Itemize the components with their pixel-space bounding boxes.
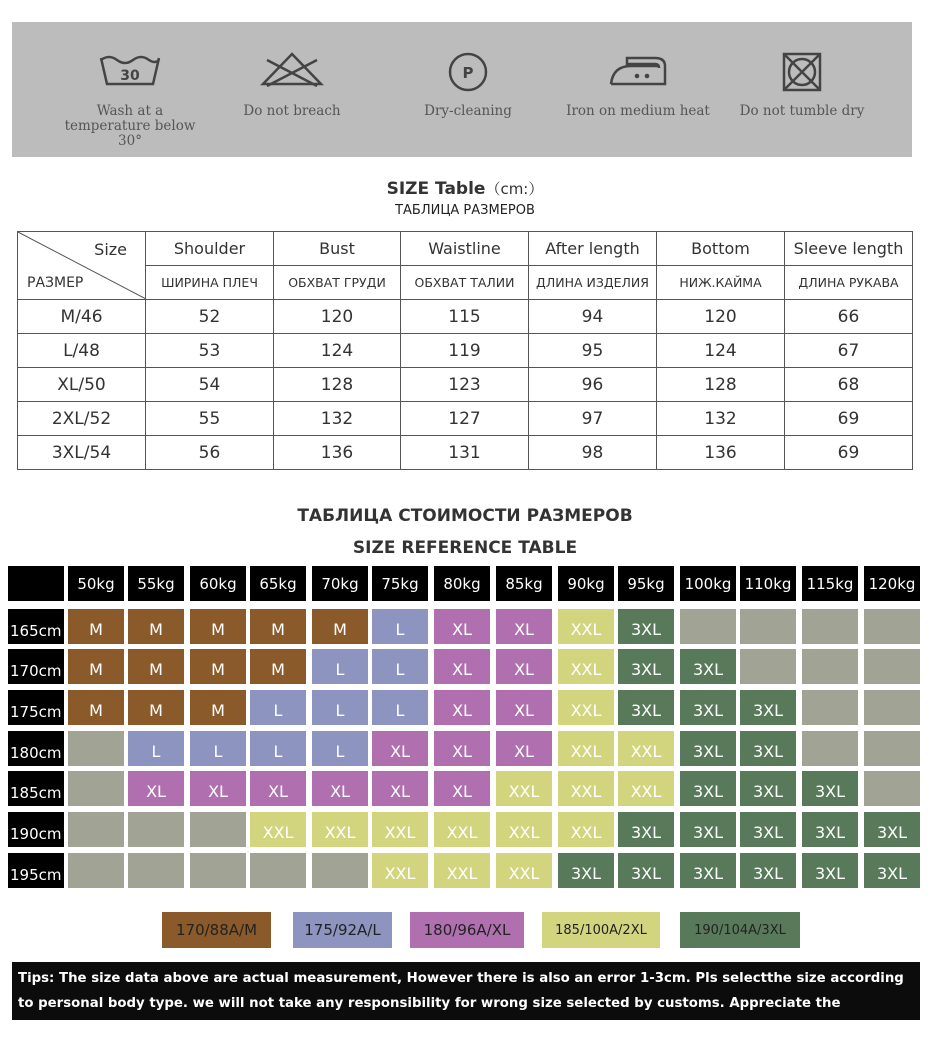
size-cell: L bbox=[312, 649, 368, 684]
table-row bbox=[18, 300, 913, 334]
care-item-iron bbox=[548, 22, 728, 157]
cell: 54 bbox=[146, 368, 274, 402]
empty-cell bbox=[740, 649, 796, 684]
size-cell: M bbox=[68, 649, 124, 684]
size-cell: XXL bbox=[558, 649, 614, 684]
size-cell: XL bbox=[190, 771, 246, 806]
size-cell: L bbox=[312, 731, 368, 766]
size-cell: XXL bbox=[618, 731, 674, 766]
cell: 55 bbox=[146, 402, 274, 436]
size-cell: XL bbox=[434, 690, 490, 725]
cell: 68 bbox=[785, 368, 913, 402]
height-header: 185cm bbox=[8, 771, 64, 806]
weight-header: 75kg bbox=[372, 566, 428, 601]
size-cell: XL bbox=[434, 731, 490, 766]
empty-cell bbox=[864, 609, 920, 644]
cell: 128 bbox=[274, 368, 401, 402]
size-cell: XL bbox=[496, 731, 552, 766]
size-cell: 3XL bbox=[558, 853, 614, 888]
size-cell: 3XL bbox=[680, 771, 736, 806]
size-cell: M bbox=[190, 609, 246, 644]
height-header: 190cm bbox=[8, 812, 64, 847]
size-cell: XXL bbox=[372, 812, 428, 847]
cell: 136 bbox=[274, 436, 401, 470]
row-size: M/46 bbox=[18, 300, 146, 334]
cell: 127 bbox=[401, 402, 529, 436]
cell: 131 bbox=[401, 436, 529, 470]
legend-item bbox=[410, 912, 524, 948]
size-cell: M bbox=[190, 649, 246, 684]
empty-cell bbox=[864, 731, 920, 766]
care-item-dryclean bbox=[378, 22, 558, 157]
size-cell: M bbox=[312, 609, 368, 644]
cell: 97 bbox=[529, 402, 657, 436]
row-size: 3XL/54 bbox=[18, 436, 146, 470]
column-header-ru: НИЖ.КАЙМА bbox=[657, 266, 785, 300]
weight-header: 110kg bbox=[740, 566, 796, 601]
size-cell: 3XL bbox=[864, 853, 920, 888]
size-cell: XL bbox=[434, 649, 490, 684]
size-cell: L bbox=[190, 731, 246, 766]
size-cell: L bbox=[128, 731, 184, 766]
size-cell: L bbox=[372, 649, 428, 684]
size-cell: 3XL bbox=[618, 609, 674, 644]
size-cell: 3XL bbox=[802, 812, 858, 847]
size-cell: M bbox=[128, 690, 184, 725]
weight-header: 90kg bbox=[558, 566, 614, 601]
weight-header: 115kg bbox=[802, 566, 858, 601]
size-table-corner bbox=[18, 232, 146, 300]
size-cell: M bbox=[250, 609, 306, 644]
size-cell: XXL bbox=[558, 812, 614, 847]
size-cell: L bbox=[250, 690, 306, 725]
column-header-ru: ДЛИНА РУКАВА bbox=[785, 266, 913, 300]
column-header-ru: ОБХВАТ ТАЛИИ bbox=[401, 266, 529, 300]
size-cell: M bbox=[190, 690, 246, 725]
row-size: XL/50 bbox=[18, 368, 146, 402]
size-cell: XXL bbox=[250, 812, 306, 847]
cell: 120 bbox=[274, 300, 401, 334]
size-cell: XL bbox=[250, 771, 306, 806]
cell: 52 bbox=[146, 300, 274, 334]
weight-header: 60kg bbox=[190, 566, 246, 601]
size-cell: XL bbox=[496, 649, 552, 684]
row-size: 2XL/52 bbox=[18, 402, 146, 436]
height-header: 180cm bbox=[8, 731, 64, 766]
size-cell: 3XL bbox=[864, 812, 920, 847]
cell: 67 bbox=[785, 334, 913, 368]
size-cell: 3XL bbox=[740, 731, 796, 766]
empty-cell bbox=[680, 609, 736, 644]
size-table-header-row bbox=[18, 232, 913, 266]
size-cell: 3XL bbox=[618, 690, 674, 725]
legend-item bbox=[680, 912, 800, 948]
size-cell: XXL bbox=[496, 812, 552, 847]
care-item-wash bbox=[40, 22, 220, 157]
empty-cell bbox=[68, 731, 124, 766]
legend-label: 170/88A/M bbox=[175, 921, 258, 939]
care-label-iron: Iron on medium heat bbox=[566, 103, 710, 119]
size-cell: M bbox=[128, 609, 184, 644]
size-cell: XXL bbox=[434, 812, 490, 847]
size-cell: 3XL bbox=[740, 690, 796, 725]
size-table-header-ru-row bbox=[18, 266, 913, 300]
ref-table-title-en: SIZE REFERENCE TABLE bbox=[352, 538, 578, 558]
cell: 69 bbox=[785, 402, 913, 436]
iron-medium-icon bbox=[603, 50, 673, 94]
size-cell: M bbox=[250, 649, 306, 684]
empty-cell bbox=[68, 853, 124, 888]
weight-header: 95kg bbox=[618, 566, 674, 601]
size-cell: L bbox=[372, 609, 428, 644]
size-cell: 3XL bbox=[618, 812, 674, 847]
ref-table-title-ru: ТАБЛИЦА СТОИМОСТИ РАЗМЕРОВ bbox=[297, 506, 633, 526]
cell: 120 bbox=[657, 300, 785, 334]
corner-size-label: Size bbox=[94, 240, 127, 259]
care-label-tumble: Do not tumble dry bbox=[739, 103, 865, 119]
size-table bbox=[17, 231, 913, 470]
weight-header: 65kg bbox=[250, 566, 306, 601]
cell: 115 bbox=[401, 300, 529, 334]
empty-cell bbox=[864, 771, 920, 806]
table-row bbox=[18, 436, 913, 470]
size-cell: XXL bbox=[618, 771, 674, 806]
size-cell: 3XL bbox=[680, 812, 736, 847]
cell: 123 bbox=[401, 368, 529, 402]
cell: 119 bbox=[401, 334, 529, 368]
size-cell: XL bbox=[434, 771, 490, 806]
size-cell: XL bbox=[434, 609, 490, 644]
grid-corner-cell bbox=[8, 566, 64, 601]
empty-cell bbox=[128, 812, 184, 847]
care-item-bleach bbox=[202, 22, 382, 157]
wash-30-icon bbox=[95, 50, 165, 94]
cell: 124 bbox=[274, 334, 401, 368]
weight-header: 50kg bbox=[68, 566, 124, 601]
no-tumble-dry-icon bbox=[778, 50, 826, 98]
table-row bbox=[18, 368, 913, 402]
size-cell: 3XL bbox=[740, 853, 796, 888]
size-cell: XXL bbox=[558, 690, 614, 725]
weight-header: 70kg bbox=[312, 566, 368, 601]
weight-header: 55kg bbox=[128, 566, 184, 601]
column-header: Bottom bbox=[657, 232, 785, 266]
empty-cell bbox=[68, 771, 124, 806]
cell: 128 bbox=[657, 368, 785, 402]
size-cell: 3XL bbox=[740, 812, 796, 847]
empty-cell bbox=[802, 690, 858, 725]
size-cell: XXL bbox=[312, 812, 368, 847]
size-cell: XL bbox=[372, 731, 428, 766]
care-instructions-band bbox=[12, 22, 912, 157]
size-cell: XXL bbox=[496, 853, 552, 888]
cell: 136 bbox=[657, 436, 785, 470]
size-cell: XL bbox=[312, 771, 368, 806]
weight-header: 80kg bbox=[434, 566, 490, 601]
size-cell: XL bbox=[128, 771, 184, 806]
column-header: Bust bbox=[274, 232, 401, 266]
empty-cell bbox=[312, 853, 368, 888]
dry-clean-p-icon bbox=[446, 50, 490, 98]
empty-cell bbox=[740, 609, 796, 644]
empty-cell bbox=[190, 853, 246, 888]
cell: 56 bbox=[146, 436, 274, 470]
size-cell: XXL bbox=[558, 771, 614, 806]
cell: 132 bbox=[274, 402, 401, 436]
size-cell: M bbox=[68, 690, 124, 725]
size-cell: 3XL bbox=[618, 649, 674, 684]
legend-label: 190/104A/3XL bbox=[694, 922, 786, 938]
size-cell: XL bbox=[496, 609, 552, 644]
empty-cell bbox=[68, 812, 124, 847]
empty-cell bbox=[802, 609, 858, 644]
tips-box: Tips: The size data above are actual measurement, However there is also an error 1-3cm. Pls selectthe size according to personal body type. we will not take any responsibility for wrong size selected by customs. Appreciate the understanding bbox=[12, 962, 920, 1020]
empty-cell bbox=[802, 649, 858, 684]
cell: 98 bbox=[529, 436, 657, 470]
legend-item bbox=[293, 912, 392, 948]
size-cell: XXL bbox=[372, 853, 428, 888]
size-cell: 3XL bbox=[680, 853, 736, 888]
cell: 66 bbox=[785, 300, 913, 334]
size-cell: XXL bbox=[434, 853, 490, 888]
cell: 124 bbox=[657, 334, 785, 368]
care-label-wash: Wash at a temperature below 30° bbox=[64, 103, 196, 149]
size-cell: M bbox=[68, 609, 124, 644]
cell: 69 bbox=[785, 436, 913, 470]
svg-text:P: P bbox=[462, 64, 474, 82]
size-cell: 3XL bbox=[802, 853, 858, 888]
size-table-title-text: SIZE Table bbox=[386, 179, 486, 199]
size-reference-grid bbox=[8, 566, 920, 891]
size-cell: 3XL bbox=[740, 771, 796, 806]
weight-header: 85kg bbox=[496, 566, 552, 601]
height-header: 195cm bbox=[8, 853, 64, 888]
column-header: Sleeve length bbox=[785, 232, 913, 266]
size-cell: XL bbox=[496, 690, 552, 725]
size-cell: XL bbox=[372, 771, 428, 806]
size-cell: L bbox=[312, 690, 368, 725]
empty-cell bbox=[864, 649, 920, 684]
size-cell: 3XL bbox=[680, 690, 736, 725]
size-cell: XXL bbox=[496, 771, 552, 806]
legend-label: 185/100A/2XL bbox=[555, 922, 647, 938]
size-cell: M bbox=[128, 649, 184, 684]
empty-cell bbox=[802, 731, 858, 766]
cell: 94 bbox=[529, 300, 657, 334]
size-cell: XXL bbox=[558, 609, 614, 644]
column-header: After length bbox=[529, 232, 657, 266]
height-header: 175cm bbox=[8, 690, 64, 725]
legend-label: 175/92A/L bbox=[304, 921, 381, 939]
size-cell: 3XL bbox=[680, 731, 736, 766]
size-cell: XXL bbox=[558, 731, 614, 766]
size-cell: L bbox=[372, 690, 428, 725]
care-label-bleach: Do not breach bbox=[243, 103, 341, 119]
svg-text:30: 30 bbox=[120, 68, 140, 84]
cell: 95 bbox=[529, 334, 657, 368]
height-header: 165cm bbox=[8, 609, 64, 644]
cell: 53 bbox=[146, 334, 274, 368]
size-cell: L bbox=[250, 731, 306, 766]
column-header-ru: ШИРИНА ПЛЕЧ bbox=[146, 266, 274, 300]
empty-cell bbox=[864, 690, 920, 725]
empty-cell bbox=[190, 812, 246, 847]
empty-cell bbox=[250, 853, 306, 888]
row-size: L/48 bbox=[18, 334, 146, 368]
cell: 96 bbox=[529, 368, 657, 402]
legend-item bbox=[162, 912, 271, 948]
cell: 132 bbox=[657, 402, 785, 436]
size-cell: 3XL bbox=[618, 853, 674, 888]
legend-label: 180/96A/XL bbox=[423, 921, 511, 939]
height-header: 170cm bbox=[8, 649, 64, 684]
care-label-dryclean: Dry-cleaning bbox=[424, 103, 512, 119]
corner-ru-label: РАЗМЕР bbox=[27, 275, 84, 291]
size-table-unit: （cm:） bbox=[485, 180, 544, 198]
table-row bbox=[18, 334, 913, 368]
legend-item bbox=[542, 912, 660, 948]
column-header: Shoulder bbox=[146, 232, 274, 266]
weight-header: 100kg bbox=[680, 566, 736, 601]
size-cell: 3XL bbox=[680, 649, 736, 684]
column-header-ru: ОБХВАТ ГРУДИ bbox=[274, 266, 401, 300]
column-header: Waistline bbox=[401, 232, 529, 266]
size-table-title bbox=[0, 178, 930, 199]
weight-header: 120kg bbox=[864, 566, 920, 601]
do-not-bleach-icon bbox=[257, 50, 327, 94]
size-table-subtitle: ТАБЛИЦА РАЗМЕРОВ bbox=[395, 203, 535, 218]
empty-cell bbox=[128, 853, 184, 888]
table-row bbox=[18, 402, 913, 436]
care-item-tumble bbox=[712, 22, 892, 157]
column-header-ru: ДЛИНА ИЗДЕЛИЯ bbox=[529, 266, 657, 300]
size-cell: 3XL bbox=[802, 771, 858, 806]
